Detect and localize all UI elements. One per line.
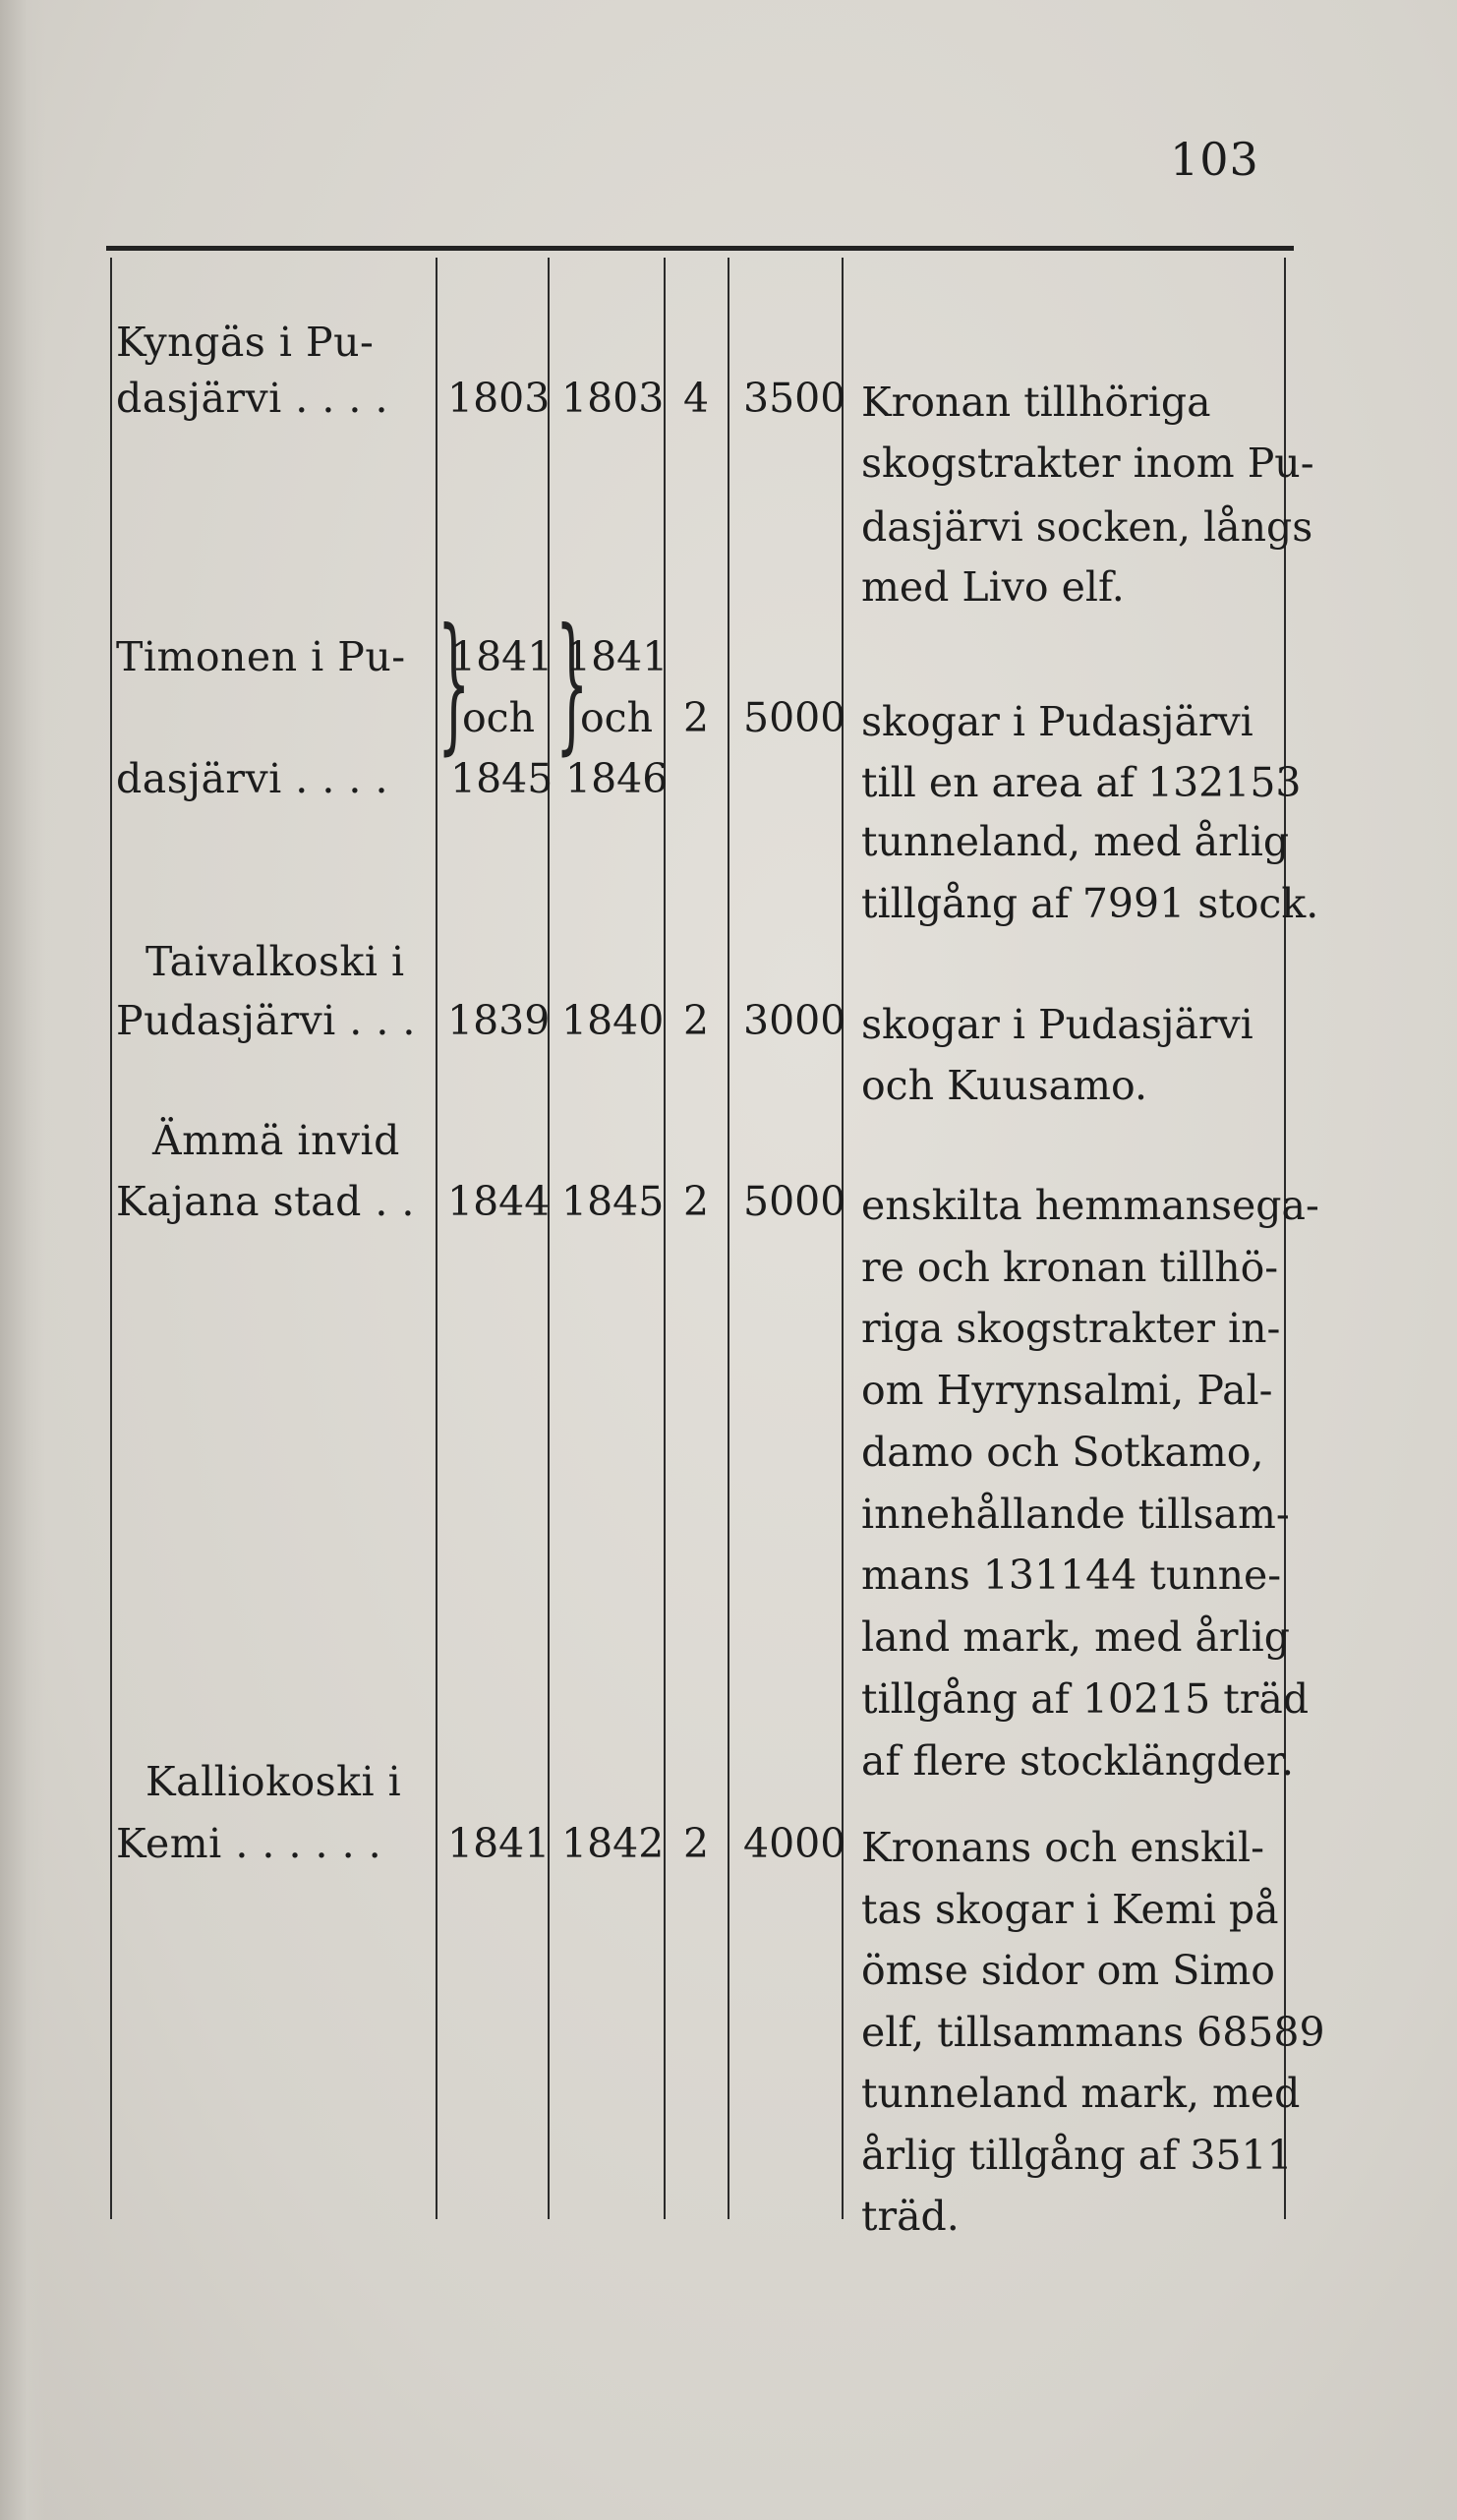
row-amount: 5000 [743, 694, 846, 741]
row-name-line: Kemi . . . . . . [116, 1820, 382, 1867]
row-name-line: Kajana stad . . [116, 1178, 415, 1225]
row-count: 2 [683, 1820, 710, 1867]
row-amount: 3000 [743, 997, 846, 1044]
row-description-line: skogar i Pudasjärvi [861, 1001, 1253, 1048]
row-year-from: 1839 [447, 997, 551, 1044]
row-count: 2 [683, 1178, 710, 1225]
row-description-line: elf, tillsammans 68589 [861, 2009, 1325, 2056]
page-spine-shadow [0, 0, 45, 2520]
row-amount: 5000 [743, 1178, 846, 1225]
row-year-to-line: och [580, 694, 654, 741]
row-description-line: om Hyrynsalmi, Pal- [861, 1367, 1273, 1414]
row-year-from-line: 1845 [450, 755, 554, 802]
row-description-line: land mark, med årlig [861, 1613, 1291, 1661]
row-name-line: Ämmä invid [152, 1117, 400, 1164]
row-year-to: 1803 [561, 375, 665, 422]
row-description-line: tillgång af 7991 stock. [861, 880, 1319, 927]
row-description-line: till en area af 132153 [861, 759, 1302, 806]
row-description-line: tunneland mark, med [861, 2070, 1301, 2117]
row-name-line: Kyngäs i Pu- [116, 319, 375, 366]
row-description-line: tas skogar i Kemi på [861, 1886, 1279, 1933]
row-name-line: dasjärvi . . . . [116, 755, 389, 802]
row-description-line: med Livo elf. [861, 563, 1125, 611]
row-description-line: årlig tillgång af 3511 [861, 2132, 1293, 2179]
row-year-from: 1844 [447, 1178, 551, 1225]
column-rule-amount [842, 258, 844, 2219]
row-description-line: träd. [861, 2193, 960, 2240]
row-description-line: re och kronan tillhö- [861, 1244, 1279, 1291]
row-year-from: 1803 [447, 375, 551, 422]
row-description-line: skogstrakter inom Pu- [861, 440, 1314, 487]
row-description-line: mans 131144 tunne- [861, 1552, 1282, 1599]
row-name-line: dasjärvi . . . . [116, 375, 389, 422]
row-description-line: dasjärvi socken, långs [861, 503, 1313, 551]
row-amount: 3500 [743, 375, 846, 422]
row-year-from-line: och [462, 694, 536, 741]
page-number: 103 [1170, 133, 1259, 186]
row-name-line: Timonen i Pu- [116, 633, 406, 680]
column-rule-name [436, 258, 437, 2219]
year-brace-icon: } [555, 598, 589, 769]
row-description-line: ömse sidor om Simo [861, 1947, 1275, 1994]
row-year-from: 1841 [447, 1820, 551, 1867]
row-description-line: och Kuusamo. [861, 1062, 1147, 1109]
row-description-line: tunneland, med årlig [861, 818, 1290, 865]
row-description-line: damo och Sotkamo, [861, 1429, 1264, 1476]
row-description-line: riga skogstrakter in- [861, 1305, 1281, 1352]
row-year-to: 1840 [561, 997, 665, 1044]
row-name-line: Kalliokoski i [146, 1758, 402, 1805]
row-amount: 4000 [743, 1820, 846, 1867]
row-year-to: 1842 [561, 1820, 665, 1867]
column-rule-left [110, 258, 112, 2219]
row-year-to: 1845 [561, 1178, 665, 1225]
row-count: 2 [683, 997, 710, 1044]
row-name-line: Pudasjärvi . . . [116, 997, 416, 1044]
row-description-line: enskilta hemmansega- [861, 1182, 1319, 1229]
row-year-to-line: 1841 [565, 633, 669, 680]
row-year-from-line: 1841 [450, 633, 554, 680]
row-description-line: Kronan tillhöriga [861, 379, 1211, 426]
table-top-rule [106, 246, 1294, 251]
row-description-line: Kronans och enskil- [861, 1824, 1264, 1871]
column-rule-to [664, 258, 666, 2219]
row-year-to-line: 1846 [565, 755, 669, 802]
row-description-line: tillgång af 10215 träd [861, 1675, 1310, 1723]
column-rule-from [548, 258, 550, 2219]
row-description-line: af flere stocklängder. [861, 1737, 1295, 1785]
row-count: 4 [683, 375, 710, 422]
row-description-line: skogar i Pudasjärvi [861, 698, 1253, 745]
row-name-line: Taivalkoski i [146, 938, 405, 985]
row-count: 2 [683, 694, 710, 741]
row-description-line: innehållande tillsam- [861, 1491, 1290, 1538]
column-rule-count [728, 258, 729, 2219]
column-rule-right [1284, 258, 1286, 2219]
year-brace-icon: } [437, 598, 471, 769]
